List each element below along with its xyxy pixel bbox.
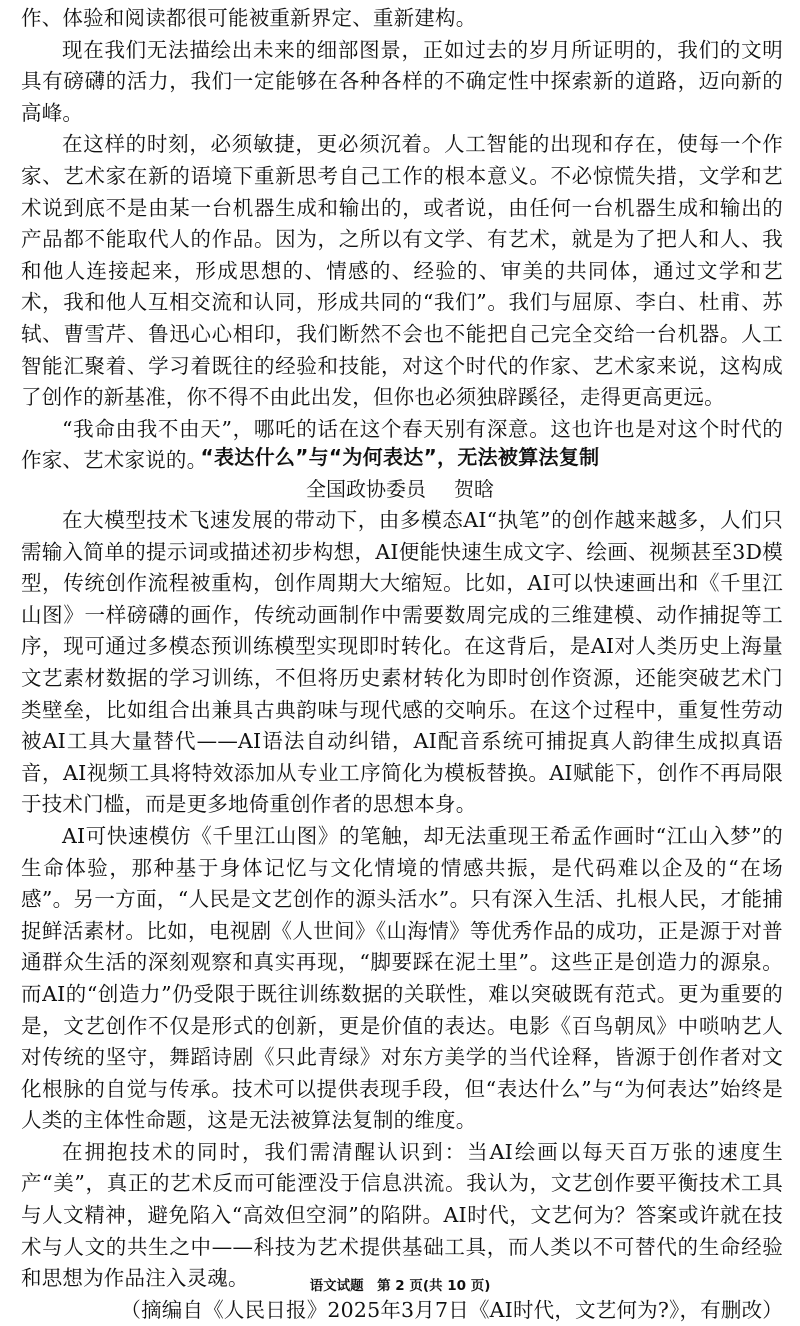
paragraph-continuation: 作、体验和阅读都很可能被重新界定、重新建构。 bbox=[21, 6, 477, 30]
paragraph-future-civilization: 现在我们无法描绘出未来的细部图景，正如过去的岁月所证明的，我们的文明具有磅礴的活力，我们一定能够在各种各样的不确定性中探索新的道路，迈向新的高峰。 bbox=[21, 37, 783, 125]
source-citation: （摘编自《人民日报》2025年3月7日《AI时代，文艺何为?》，有删改） bbox=[120, 1297, 783, 1322]
paragraph-nezha-quote: “我命由我不由天”，哪吒的话在这个春天别有深意。这也许也是对这个时代的作家、艺术家说的。 bbox=[21, 416, 783, 473]
paragraph-balance-tech-humanity: 在拥抱技术的同时，我们需清醒认识到：当AI绘画以每天百万张的速度生产“美”，真正的艺术反而可能湮没于信息洪流。我认为，文艺创作要平衡技术工具与人文精神，避免陷入“高效但空洞”的陷阱。AI时代，文艺何为？答案或许就在技术与人文的共生之中——科技为艺术提供基础工具，而人类以不可替代的生命经验和思想为作品注入灵魂。 bbox=[21, 1139, 783, 1291]
paragraph-ai-and-artists: 在这样的时刻，必须敏捷，更必须沉着。人工智能的出现和存在，使每一个作家、艺术家在新的语境下重新思考自己工作的根本意义。不必惊慌失措，文学和艺术说到底不是由某一台机器生成和输出的，或者说，由任何一台机器生成和输出的产品都不能取代人的作品。因为，之所以有文学、有艺术，就是为了把人和人、我和他人连接起来，形成思想的、情感的、经验的、审美的共同体，通过文学和艺术，我和他人互相交流和认同，形成共同的“我们”。我们与屈原、李白、杜甫、苏轼、曹雪芹、鲁迅心心相印，我们断然不会也不能把自己完全交给一台机器。人工智能汇聚着、学习着既往的经验和技能，对这个时代的作家、艺术家来说，这构成了创作的新基准，你不得不由此出发，但你也必须独辟蹊径，走得更高更远。 bbox=[21, 132, 783, 410]
article-body bbox=[21, 505, 783, 1326]
author-role: 全国政协委员 bbox=[306, 477, 426, 501]
author-byline bbox=[0, 474, 800, 504]
paragraph-human-experience: AI可快速模仿《千里江山图》的笔触，却无法重现王希孟作画时“江山入梦”的生命体验，那种基于身体记忆与文化情境的情感共振，是代码难以企及的“在场感”。另一方面，“人民是文艺创作的源头活水”。只有深入生活、扎根人民，才能捕捉鲜活素材。比如，电视剧《人世间》《山海情》等优秀作品的成功，正是源于对普通群众生活的深刻观察和真实再现，“脚要踩在泥土里”。这些正是创造力的源泉。而AI的“创造力”仍受限于既往训练数据的关联性，难以突破既有范式。更为重要的是，文艺创作不仅是形式的创新，更是价值的表达。电影《百鸟朝凤》中唢呐艺人对传统的坚守，舞蹈诗剧《只此青绿》对东方美学的当代诠释，皆源于创作者对文化根脉的自觉与传承。技术可以提供表现手段，但“表达什么”与“为何表达”始终是人类的主体性命题，这是无法被算法复制的维度。 bbox=[21, 823, 783, 1133]
article-title: “表达什么”与“为何表达”，无法被算法复制 bbox=[200, 445, 600, 469]
author-name: 贺晗 bbox=[454, 477, 494, 501]
paragraph-multimodal-ai: 在大模型技术飞速发展的带动下，由多模态AI“执笔”的创作越来越多，人们只需输入简单的提示词或描述初步构想，AI便能快速生成文字、绘画、视频甚至3D模型，传统创作流程被重构，创作周期大大缩短。比如，AI可以快速画出和《千里江山图》一样磅礴的画作，传统动画制作中需要数周完成的三维建模、动作捕捉等工序，现可通过多模态预训练模型实现即时转化。在这背后，是AI对人类历史上海量文艺素材数据的学习训练，不但将历史素材转化为即时创作资源，还能突破艺术门类壁垒，比如组合出兼具古典韵味与现代感的交响乐。在这个过程中，重复性劳动被AI工具大量替代——AI语法自动纠错，AI配音系统可捕捉真人韵律生成拟真语音，AI视频工具将特效添加从专业工序简化为模板替换。AI赋能下，创作不再局限于技术门槛，而是更多地倚重创作者的思想本身。 bbox=[21, 508, 783, 817]
page-footer: 语文试题 第 2 页(共 10 页) bbox=[309, 1278, 491, 1294]
article-excerpt-continued bbox=[21, 3, 783, 477]
